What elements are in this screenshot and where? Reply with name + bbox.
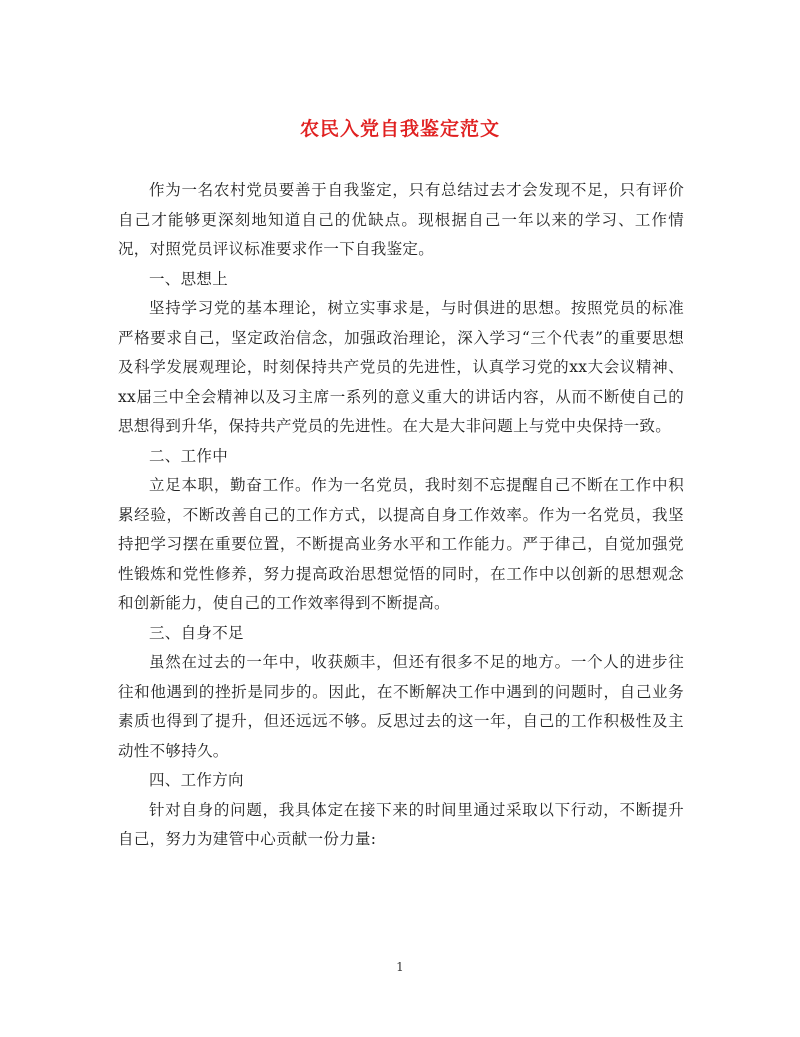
section-heading-thought: 一、思想上 <box>149 269 229 288</box>
section-body-direction: 针对自身的问题，我具体定在接下来的时间里通过采取以下行动，不断提升自己，努力为建管中心贡献一份力量: <box>118 800 684 848</box>
document-body <box>118 176 684 855</box>
section-heading-shortcomings: 三、自身不足 <box>149 623 244 642</box>
section-heading-work: 二、工作中 <box>149 446 229 465</box>
section-body-shortcomings: 虽然在过去的一年中，收获颇丰，但还有很多不足的地方。一个人的进步往往和他遇到的挫折是同步的。因此，在不断解决工作中遇到的问题时，自己业务素质也得到了提升，但还远远不够。反思过去的这一年，自己的工作积极性及主动性不够持久。 <box>118 653 684 760</box>
section-body-work: 立足本职，勤奋工作。作为一名党员，我时刻不忘提醒自己不断在工作中积累经验，不断改善自己的工作方式，以提高自身工作效率。作为一名党员，我坚持把学习摆在重要位置，不断提高业务水平和工作能力。严于律己，自觉加强党性锻炼和党性修养，努力提高政治思想觉悟的同时，在工作中以创新的思想观念和创新能力，使自己的工作效率得到不断提高。 <box>118 476 684 612</box>
page-number: 1 <box>396 960 404 974</box>
document-title: 农民入党自我鉴定范文 <box>299 118 500 140</box>
section-body-thought: 坚持学习党的基本理论，树立实事求是，与时俱进的思想。按照党员的标准严格要求自己，坚定政治信念，加强政治理论，深入学习“三个代表”的重要思想及科学发展观理论，时刻保持共产党员的先进性，认真学习党的xx大会议精神、xx届三中全会精神以及习主席一系列的意义重大的讲话内容，从而不断使自己的思想得到升华，保持共产党员的先进性。在大是大非问题上与党中央保持一致。 <box>118 299 684 435</box>
section-heading-direction: 四、工作方向 <box>149 771 244 789</box>
intro-paragraph: 作为一名农村党员要善于自我鉴定，只有总结过去才会发现不足，只有评价自己才能够更深刻地知道自己的优缺点。现根据自己一年以来的学习、工作情况，对照党员评议标准要求作一下自我鉴定。 <box>118 181 684 258</box>
